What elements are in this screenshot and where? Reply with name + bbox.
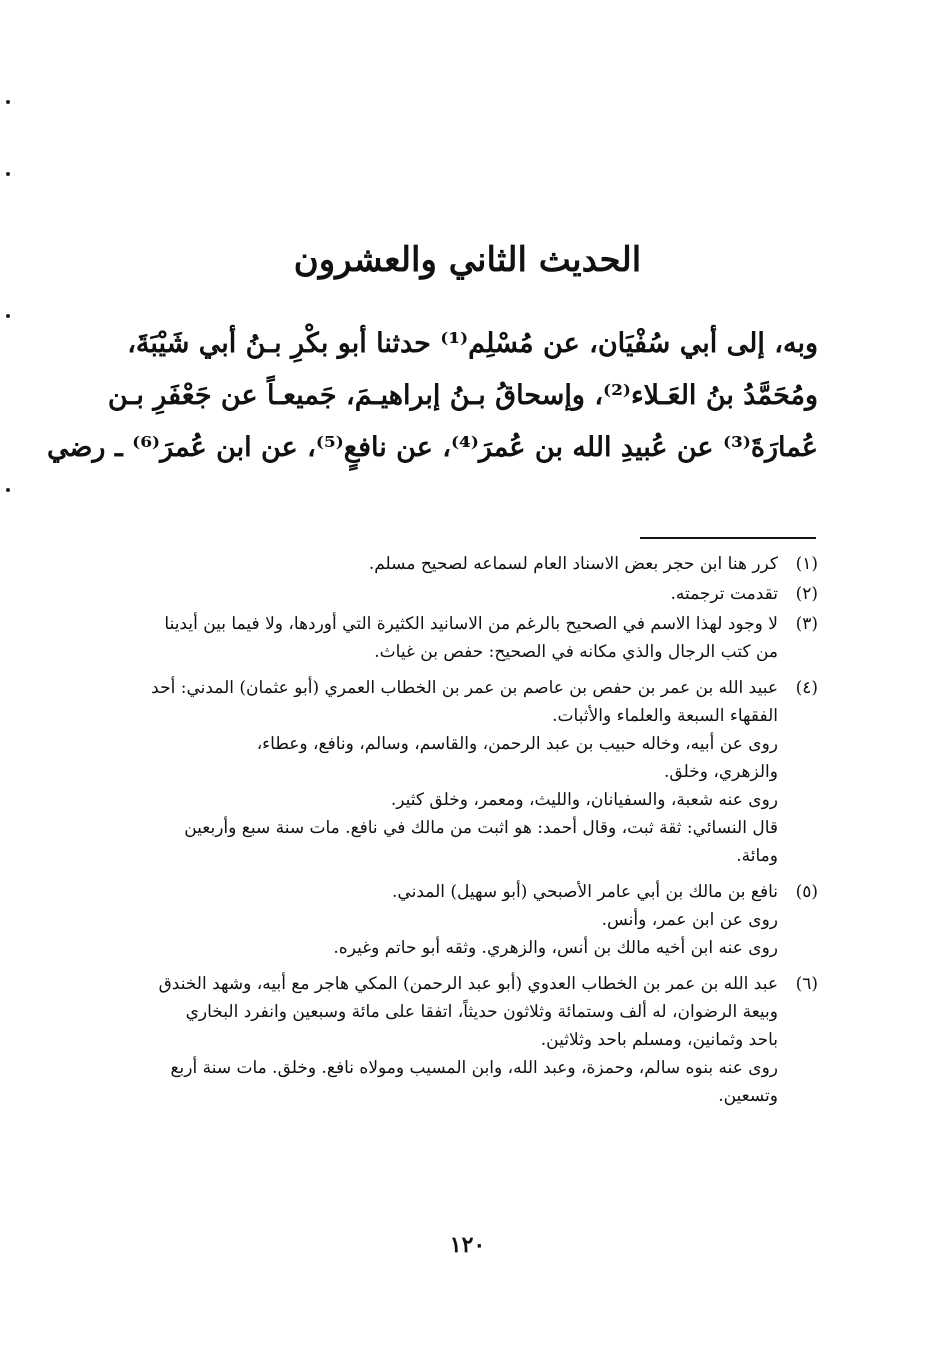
footnote-number: (١) <box>795 554 818 574</box>
footnote-line: نافع بن مالك بن أبي عامر الأصبحي (أبو سهيل) المدني. <box>392 882 778 902</box>
footnote-number: (٢) <box>795 584 818 604</box>
footnote-line: روى عنه شعبة، والسفيانان، والليث، ومعمر، وخلق كثير. <box>390 790 778 810</box>
footnote-line: الفقهاء السبعة والعلماء والأثبات. <box>552 706 778 726</box>
hadith-line: ومُحَمَّدُ بنُ العَـلاء⁽²⁾، وإسحاقُ بـنُ إبراهيـمَ، جَميعـاً عن جَعْفَرِ بـن <box>107 380 818 411</box>
footnote-line: روى عنه ابن أخيه مالك بن أنس، والزهري. وثقه أبو حاتم وغيره. <box>333 938 778 958</box>
footnote-number: (٦) <box>795 974 818 994</box>
hadith-heading: الحديث الثاني والعشرون <box>293 240 642 280</box>
margin-mark <box>6 314 10 318</box>
hadith-line: عُمارَةَ⁽³⁾ عن عُبيدِ الله بن عُمرَ⁽⁴⁾، عن نافعٍ⁽⁵⁾، عن ابن عُمرَ⁽⁶⁾ ـ رضي <box>46 432 818 463</box>
footnote <box>110 610 818 666</box>
footnote-line: والزهري، وخلق. <box>664 762 778 782</box>
margin-mark <box>6 172 10 176</box>
footnote-line: لا وجود لهذا الاسم في الصحيح بالرغم من الاسانيد الكثيرة التي أوردها، ولا فيما بين أيدينا <box>164 614 778 634</box>
footnote-line: باحد وثمانين، ومسلم باحد وثلاثين. <box>540 1030 778 1050</box>
footnote-line: قال النسائي: ثقة ثبت، وقال أحمد: هو اثبت من مالك في نافع. مات سنة سبع وأربعين <box>184 818 778 838</box>
footnote-line: عبيد الله بن عمر بن حفص بن عاصم بن عمر بن الخطاب العمري (أبو عثمان) المدني: أحد <box>151 678 778 698</box>
footnote-line: وتسعين. <box>718 1086 778 1106</box>
footnote-line: ومائة. <box>736 846 778 866</box>
footnote-line: روى عنه بنوه سالم، وحمزة، وعبد الله، وابن المسيب ومولاه نافع. وخلق. مات سنة أربع <box>170 1058 778 1078</box>
footnote-line: من كتب الرجال والذي مكانه في الصحيح: حفص بن غياث. <box>374 642 778 662</box>
page-number: ١٢٠ <box>449 1232 486 1258</box>
margin-mark <box>6 488 10 492</box>
footnote <box>110 550 818 578</box>
footnote <box>110 580 818 608</box>
footnote-line: كرر هنا ابن حجر بعض الاسناد العام لسماعه لصحيح مسلم. <box>368 554 778 574</box>
footnote-number: (٥) <box>795 882 818 902</box>
footnote <box>110 878 818 962</box>
footnote-line: روى عن أبيه، وخاله حبيب بن عبد الرحمن، والقاسم، وسالم، ونافع، وعطاء، <box>256 734 778 754</box>
footnote-line: روى عن ابن عمر، وأنس. <box>601 910 778 930</box>
hadith-text <box>46 318 818 474</box>
footnote-number: (٤) <box>795 678 818 698</box>
footnote-line: عبد الله بن عمر بن الخطاب العدوي (أبو عبد الرحمن) المكي هاجر مع أبيه، وشهد الخندق <box>158 974 778 994</box>
footnote-divider <box>640 537 816 539</box>
footnote <box>110 970 818 1110</box>
footnote-number: (٣) <box>795 614 818 634</box>
hadith-line: وبه، إلى أبي سُفْيَان، عن مُسْلِم⁽¹⁾ حدثنا أبو بكْرِ بـنُ أبي شَيْبَةَ، <box>127 328 818 359</box>
footnotes <box>110 550 818 1118</box>
footnote-line: تقدمت ترجمته. <box>670 584 778 604</box>
footnote-line: وبيعة الرضوان، له ألف وستمائة وثلاثون حديثاً، اتفقا على مائة وسبعين وانفرد البخاري <box>185 1002 778 1022</box>
margin-mark <box>6 100 10 104</box>
footnote <box>110 674 818 870</box>
